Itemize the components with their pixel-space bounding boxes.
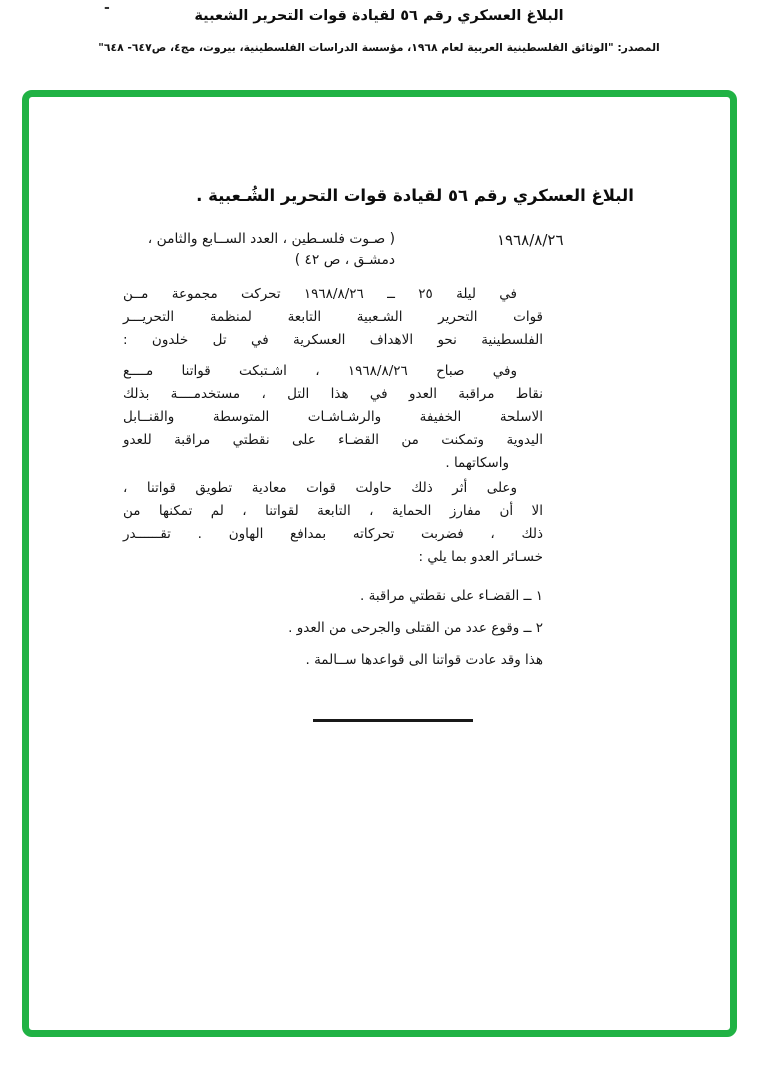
- paragraph-line: وعلى أثر ذلك حاولت قوات معادية تطويق قواتنا ،: [123, 480, 517, 496]
- paragraph-line: الاسلحة الخفيفة والرشـاشـات المتوسطة والقنــابل: [123, 409, 543, 425]
- communique-date: ١٩٦٨/٨/٢٦: [497, 231, 564, 249]
- paragraph-line: في ليلة ٢٥ ــ ١٩٦٨/٨/٢٦ تحركت مجموعة مــن: [123, 286, 517, 302]
- source-citation-block: [103, 229, 395, 271]
- paragraph-line: وفي صباح ١٩٦٨/٨/٢٦ ، اشـتبكت قواتنا مــــع: [123, 363, 518, 379]
- citation-line-1: ( صـوت فلسـطين ، العدد الســابع والثامن ،: [147, 231, 395, 247]
- communique-title: البلاغ العسكري رقم ٥٦ لقيادة قوات التحرير الشُـعبية .: [196, 186, 634, 205]
- paragraph-line: قوات التحرير الشـعبية التابعة لمنظمة التحريـــر: [123, 309, 543, 325]
- stray-scan-mark: -: [104, 0, 110, 16]
- paragraph-line: واسكاتهما .: [445, 455, 509, 471]
- casualty-list-item-1: ١ ــ القضـاء على نقطتي مراقبة .: [360, 588, 543, 604]
- paragraph-3: [123, 477, 543, 569]
- paragraph-line: خسـائر العدو بما يلي :: [418, 549, 543, 565]
- paragraph-2: [123, 360, 543, 475]
- page-header-title: البلاغ العسكري رقم ٥٦ لقيادة قوات التحرير الشعبية: [194, 8, 564, 24]
- citation-line-2: دمشـق ، ص ٤٢ ): [294, 252, 395, 268]
- paragraph-1: [123, 283, 543, 352]
- paragraph-line: الا أن مفارز الحماية ، التابعة لقواتنا ، لم تمكنها من: [123, 503, 543, 519]
- casualty-list-item-2: ٢ ــ وقوع عدد من القتلى والجرحى من العدو .: [288, 620, 543, 636]
- paragraph-line: الفلسطينية نحو الاهداف العسكرية في تل خلدون :: [123, 332, 543, 348]
- communique-body: [123, 283, 543, 672]
- paragraph-line: نقاط مراقبة العدو في هذا التل ، مستخدمــــة بذلك: [123, 386, 543, 402]
- closing-line: هذا وقد عادت قواتنا الى قواعدها ســالمة .: [305, 652, 543, 668]
- horizontal-separator-rule: [313, 719, 473, 722]
- paragraph-line: ذلك ، فضربت تحركاته بمدافع الهاون . تقــــــدر: [123, 526, 543, 542]
- paragraph-line: اليدوية وتمكنت من القضـاء على نقطتي مراقبة للعدو: [123, 432, 543, 448]
- page-header-source-citation: المصدر: "الوثائق الفلسطينية العربية لعام ١٩٦٨، مؤسسة الدراسات الفلسطينية، بيروت، مج٤، ص٦٤٧- ٦٤٨": [98, 41, 660, 54]
